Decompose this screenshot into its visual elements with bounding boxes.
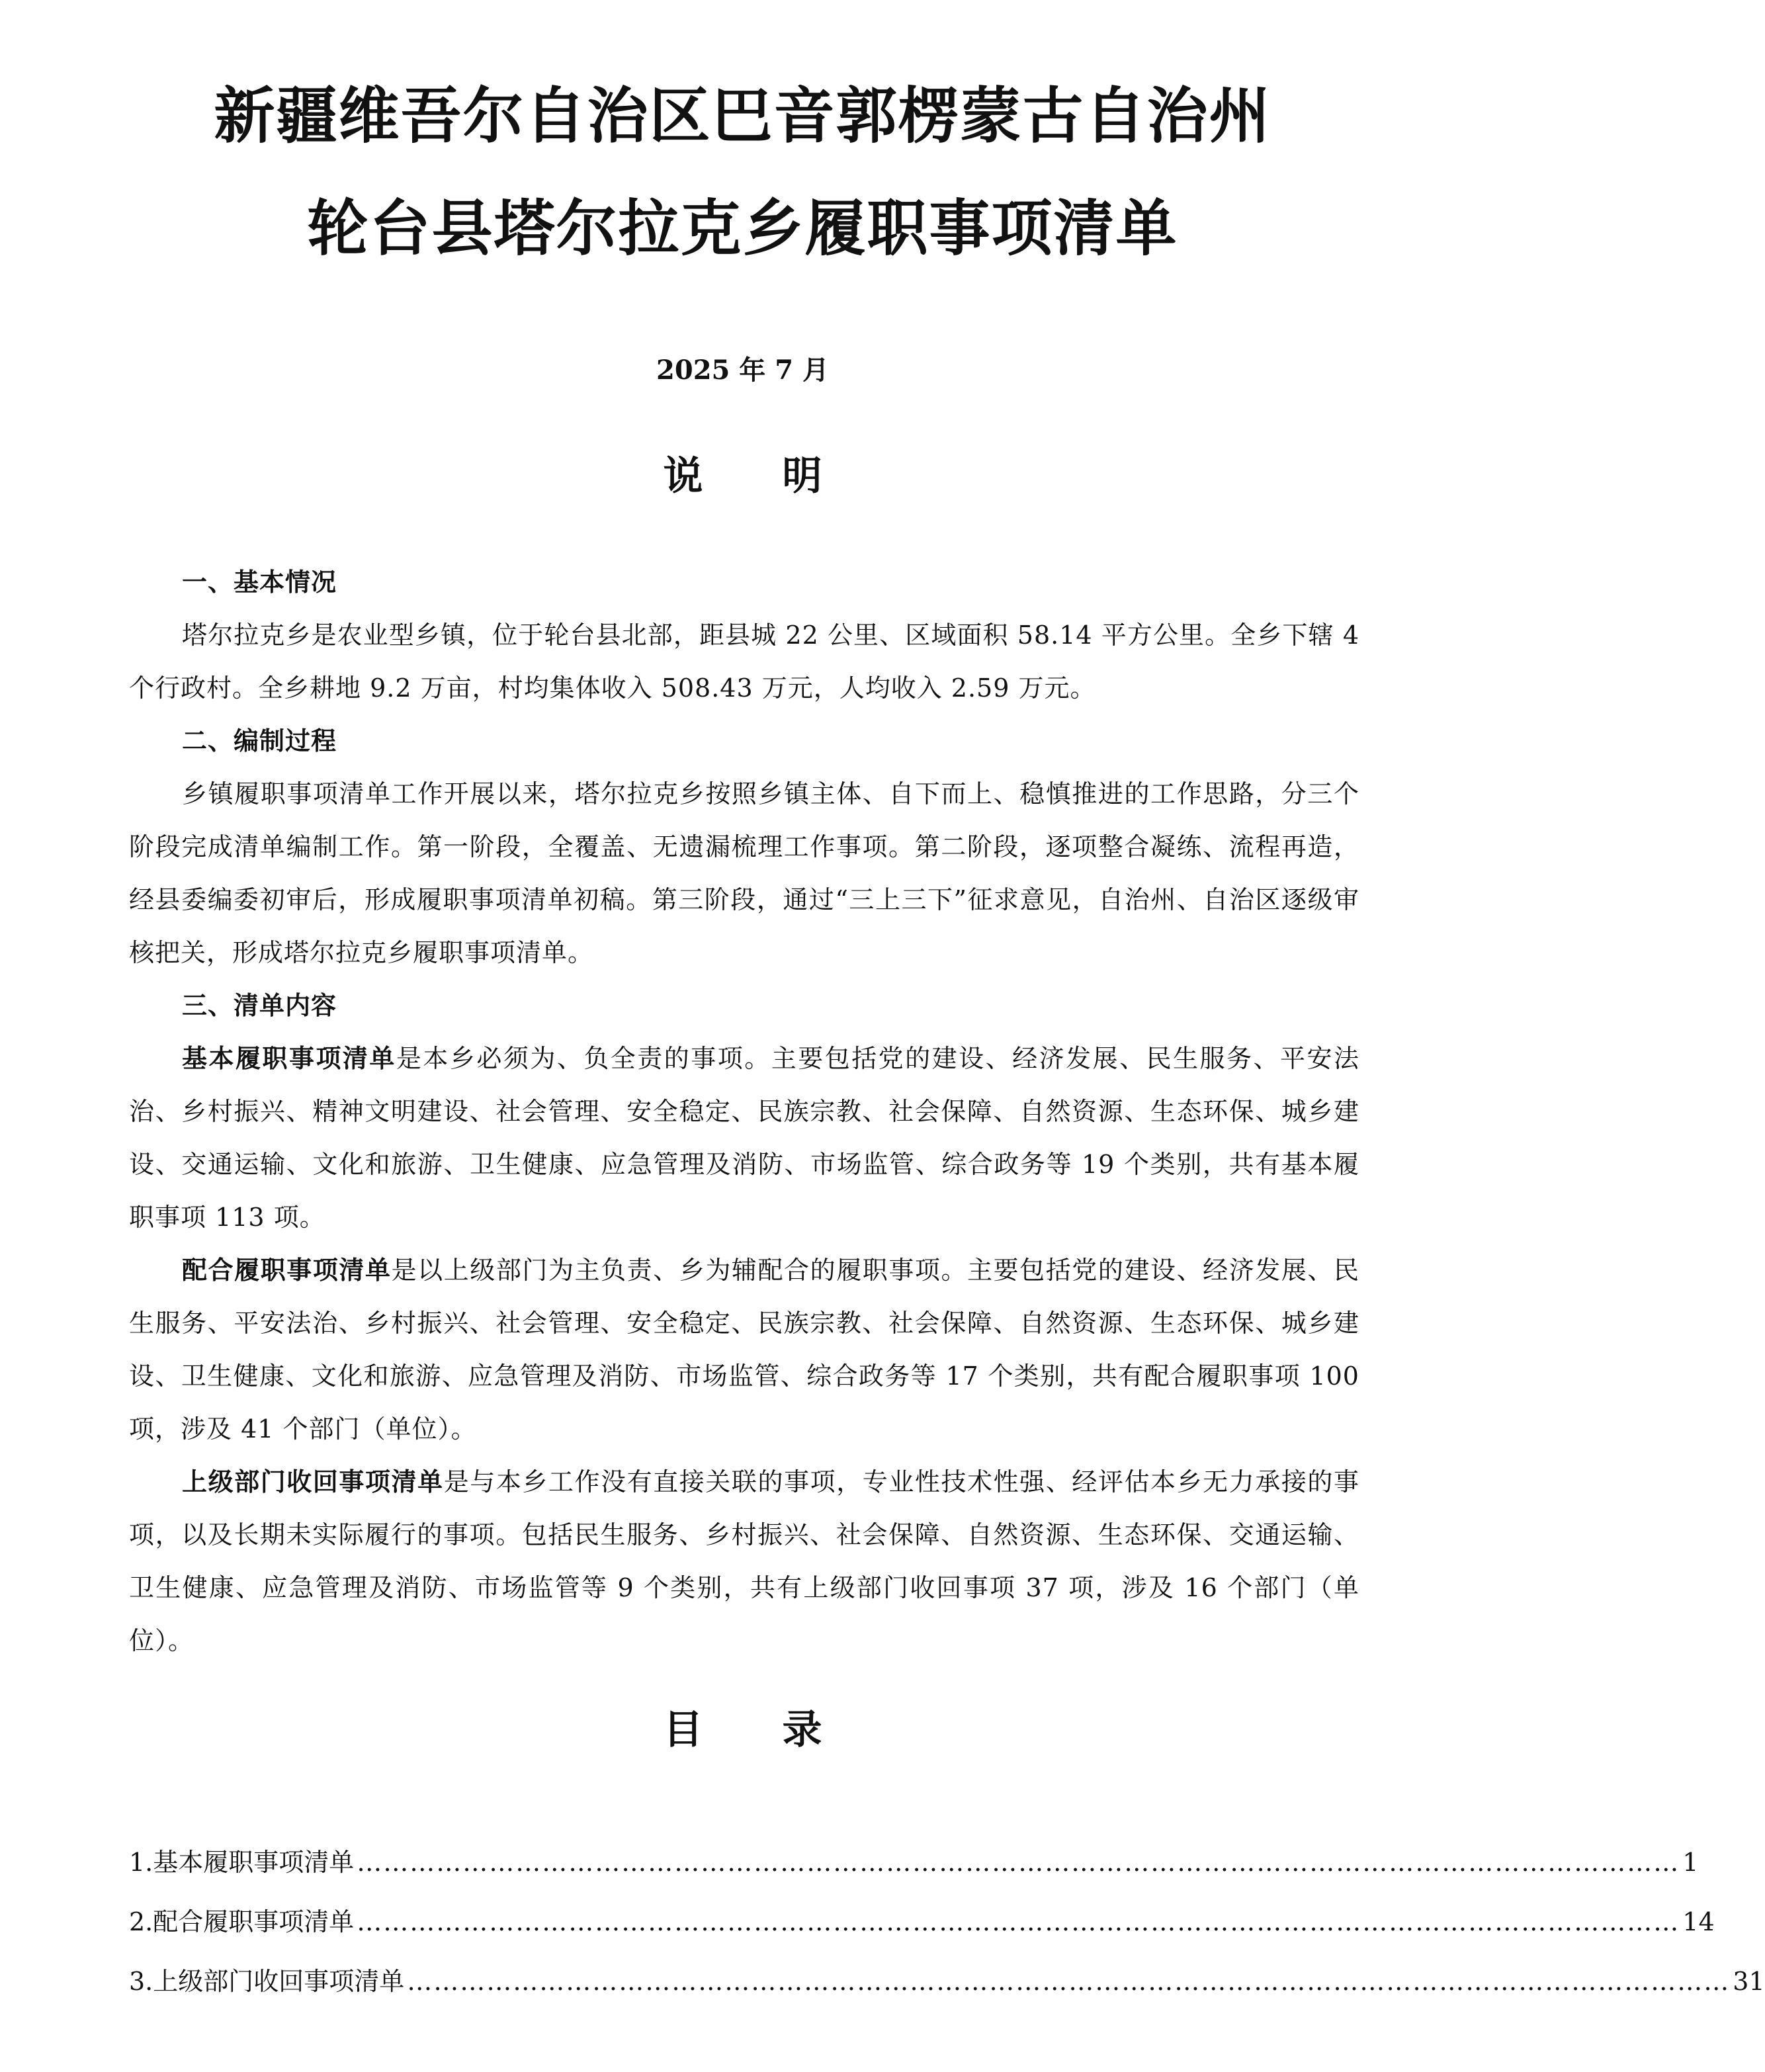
section-heading: 三、清单内容 bbox=[182, 991, 337, 1020]
toc-entry[interactable] bbox=[129, 1952, 1765, 2011]
paragraph-lead: 基本履职事项清单 bbox=[182, 1043, 396, 1073]
toc-title: 目录 bbox=[663, 1707, 902, 1753]
toc-leader-dots: …………………………………………………………………………………………………………………………………… bbox=[407, 1967, 1731, 1996]
paragraph-text: 是以上级部门为主负责、乡为辅配合的履职事项。主要包括党的建设、经济发展、民生服务、平安法治、乡村振兴、社会管理、安全稳定、民族宗教、社会保障、自然资源、生态环保、城乡建设、卫生健康、文化和旅游、应急管理及消防、市场监管、综合政务等 17 个类别，共有配合履职事项 100 项，涉及 41 个部门（单位）。 bbox=[129, 1256, 1359, 1444]
toc-leader-dots: …………………………………………………………………………………………………………………………………… bbox=[357, 1907, 1680, 1936]
toc-entry-label: 3.上级部门收回事项清单 bbox=[129, 1967, 405, 1996]
document-date: 2025 年 7 月 bbox=[656, 355, 829, 386]
toc-leader-dots: …………………………………………………………………………………………………………………………………… bbox=[357, 1848, 1680, 1877]
document-title-line-1: 新疆维吾尔自治区巴音郭楞蒙古自治州 bbox=[214, 80, 1271, 151]
paragraph bbox=[129, 1032, 1359, 1244]
paragraph-text: 是本乡必须为、负全责的事项。主要包括党的建设、经济发展、民生服务、平安法治、乡村振兴、精神文明建设、社会管理、安全稳定、民族宗教、社会保障、自然资源、生态环保、城乡建设、交通运输、文化和旅游、卫生健康、应急管理及消防、市场监管、综合政务等 19 个类别，共有基本履职事项 113 项。 bbox=[129, 1044, 1359, 1232]
toc-entry-label: 2.配合履职事项清单 bbox=[129, 1907, 355, 1936]
toc-entry[interactable] bbox=[129, 1892, 1715, 1952]
explanation-body bbox=[129, 556, 1359, 1667]
toc-entry-page: 14 bbox=[1682, 1907, 1715, 1936]
paragraph bbox=[129, 1244, 1359, 1455]
toc-entry-page: 31 bbox=[1733, 1967, 1765, 1996]
section-heading: 二、编制过程 bbox=[182, 726, 337, 755]
paragraph-text: 是与本乡工作没有直接关联的事项，专业性技术性强、经评估本乡无力承接的事项，以及长期未实际履行的事项。包括民生服务、乡村振兴、社会保障、自然资源、生态环保、交通运输、卫生健康、应急管理及消防、市场监管等 9 个类别，共有上级部门收回事项 37 项，涉及 16 个部门（单位）。 bbox=[129, 1467, 1359, 1655]
toc-entry-label: 1.基本履职事项清单 bbox=[129, 1848, 355, 1877]
paragraph-lead: 上级部门收回事项清单 bbox=[182, 1467, 444, 1496]
paragraph: 塔尔拉克乡是农业型乡镇，位于轮台县北部，距县城 22 公里、区域面积 58.14 平方公里。全乡下辖 4 个行政村。全乡耕地 9.2 万亩，村均集体收入 508.43 万元，人均收入 2.59 万元。 bbox=[129, 621, 1359, 703]
section-heading: 一、基本情况 bbox=[182, 568, 337, 597]
table-of-contents bbox=[129, 1833, 1765, 2011]
toc-entry[interactable] bbox=[129, 1833, 1699, 1892]
toc-entry-page: 1 bbox=[1682, 1848, 1699, 1877]
explanation-title: 说明 bbox=[663, 453, 902, 499]
document-title-line-2: 轮台县塔尔拉克乡履职事项清单 bbox=[307, 193, 1178, 264]
paragraph bbox=[129, 1455, 1359, 1667]
paragraph: 乡镇履职事项清单工作开展以来，塔尔拉克乡按照乡镇主体、自下而上、稳慎推进的工作思路，分三个阶段完成清单编制工作。第一阶段，全覆盖、无遗漏梳理工作事项。第二阶段，逐项整合凝练、流程再造，经县委编委初审后，形成履职事项清单初稿。第三阶段，通过“三上三下”征求意见，自治州、自治区逐级审核把关，形成塔尔拉克乡履职事项清单。 bbox=[129, 779, 1359, 967]
paragraph-lead: 配合履职事项清单 bbox=[182, 1255, 392, 1285]
